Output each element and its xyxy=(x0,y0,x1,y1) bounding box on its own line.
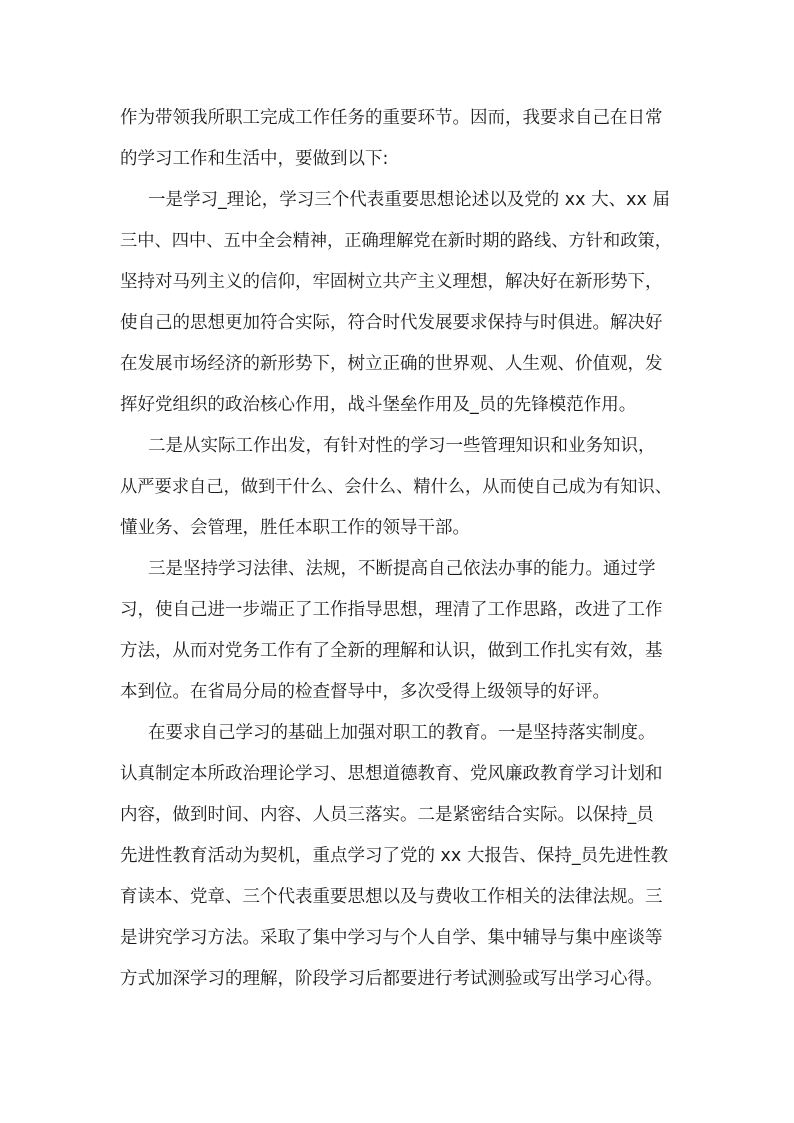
paragraph-start-line: 二是从实际工作出发，有针对性的学习一些管理知识和业务知识， xyxy=(148,436,656,456)
text-line: 是讲究学习方法。采取了集中学习与个人自学、集中辅导与集中座谈等 xyxy=(120,928,663,948)
text-line: 使自己的思想更加符合实际，符合时代发展要求保持与时俱进。解决好 xyxy=(120,313,663,333)
text-line: 育读本、党章、三个代表重要思想以及与费收工作相关的法律法规。三 xyxy=(120,887,663,907)
text-line: 方法，从而对党务工作有了全新的理解和认识，做到工作扎实有效，基 xyxy=(120,641,663,661)
paragraph-start-line: 一是学习_理论，学习三个代表重要思想论述以及党的 xx 大、xx 届 xyxy=(148,190,670,210)
text-line: 的学习工作和生活中，要做到以下: xyxy=(120,149,389,169)
text-line: 三中、四中、五中全会精神，正确理解党在新时期的路线、方针和政策， xyxy=(120,231,673,251)
paragraph-start-line: 三是坚持学习法律、法规，不断提高自己依法办事的能力。通过学 xyxy=(148,559,656,579)
text-line: 懂业务、会管理，胜任本职工作的领导干部。 xyxy=(120,518,470,538)
text-line: 习，使自己进一步端正了工作指导思想，理清了工作思路，改进了工作 xyxy=(120,600,663,620)
paragraph-start-line: 在要求自己学习的基础上加强对职工的教育。一是坚持落实制度。 xyxy=(148,723,656,743)
text-line: 从严要求自己，做到干什么、会什么、精什么，从而使自己成为有知识、 xyxy=(120,477,673,497)
text-line: 挥好党组织的政治核心作用，战斗堡垒作用及_员的先锋模范作用。 xyxy=(120,395,637,415)
text-line: 在发展市场经济的新形势下，树立正确的世界观、人生观、价值观，发 xyxy=(120,354,663,374)
text-line: 本到位。在省局分局的检查督导中，多次受得上级领导的好评。 xyxy=(120,682,610,702)
document-body xyxy=(120,98,676,1000)
text-line: 坚持对马列主义的信仰，牢固树立共产主义理想，解决好在新形势下， xyxy=(120,272,663,292)
text-line: 作为带领我所职工完成工作任务的重要环节。因而，我要求自己在日常 xyxy=(120,108,663,128)
text-line: 先进性教育活动为契机，重点学习了党的 xx 大报告、保持_员先进性教 xyxy=(120,846,669,866)
text-line: 内容，做到时间、内容、人员三落实。二是紧密结合实际。以保持_员 xyxy=(120,805,654,825)
text-line: 认真制定本所政治理论学习、思想道德教育、党风廉政教育学习计划和 xyxy=(120,764,663,784)
text-line: 方式加深学习的理解，阶段学习后都要进行考试测验或写出学习心得。 xyxy=(120,969,663,989)
